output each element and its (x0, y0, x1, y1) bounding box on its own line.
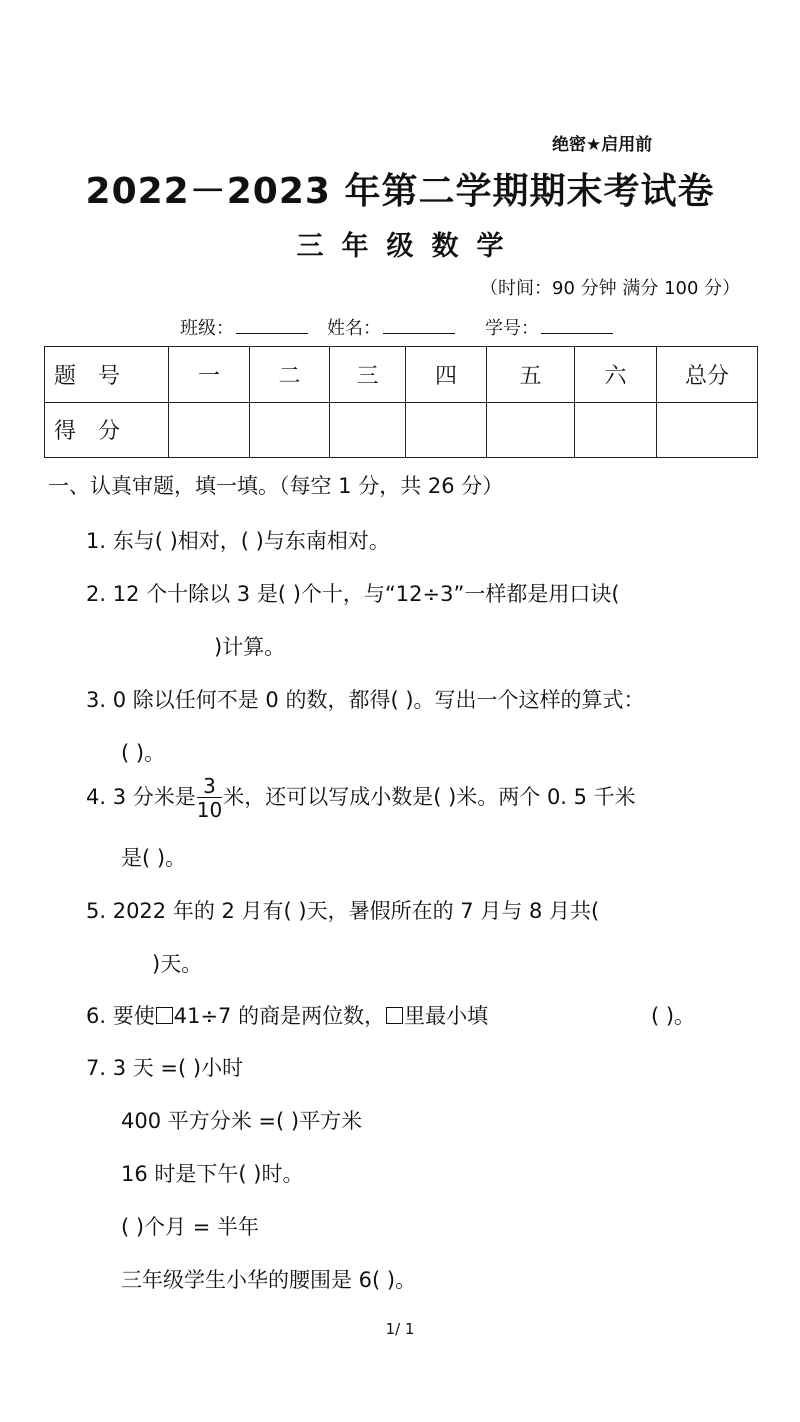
question-4-cont: 是( )。 (121, 846, 187, 870)
table-cell: 二 (250, 347, 330, 403)
score-table-score-row (45, 402, 758, 458)
question-1: 1. 东与( )相对，( )与东南相对。 (86, 529, 390, 553)
time-info: （时间：90 分钟 满分 100 分） (480, 278, 741, 299)
question-6-post: 里最小填 (404, 1004, 489, 1028)
score-cell[interactable] (406, 402, 487, 458)
question-5-cont: )天。 (152, 952, 203, 976)
table-cell: 题 号 (45, 347, 169, 403)
question-2: 2. 12 个十除以 3 是( )个十，与“12÷3”一样都是用口诀( (86, 582, 620, 606)
name-blank[interactable] (383, 317, 455, 334)
question-3: 3. 0 除以任何不是 0 的数，都得( )。写出一个这样的算式： (86, 688, 645, 712)
class-blank[interactable] (236, 317, 308, 334)
table-cell: 五 (487, 347, 575, 403)
class-field[interactable] (180, 314, 308, 340)
fraction-numerator: 3 (197, 776, 222, 798)
question-7: 7. 3 天 =( )小时 (86, 1056, 244, 1080)
question-2-cont: )计算。 (214, 635, 286, 659)
score-cell[interactable] (487, 402, 575, 458)
question-6-pre: 6. 要使 (86, 1004, 155, 1028)
exam-subtitle: 三年级数学 (296, 231, 522, 262)
question-7-c: 16 时是下午( )时。 (121, 1162, 304, 1186)
fraction (197, 776, 222, 820)
id-label: 学号： (485, 318, 539, 339)
table-cell: 一 (169, 347, 250, 403)
id-field[interactable] (485, 314, 613, 340)
question-3-cont: ( )。 (121, 741, 166, 765)
confidential-label: 绝密★启用前 (552, 135, 653, 155)
name-field[interactable] (327, 314, 455, 340)
id-blank[interactable] (541, 317, 613, 334)
table-cell: 六 (575, 347, 657, 403)
score-cell[interactable] (169, 402, 250, 458)
page-number: 1/ 1 (385, 1320, 415, 1338)
fraction-denominator: 10 (196, 798, 223, 822)
question-4 (86, 776, 636, 820)
question-6-answer: ( )。 (651, 1004, 696, 1028)
name-label: 姓名： (327, 318, 381, 339)
score-table (44, 346, 758, 458)
score-table-header-row (45, 347, 758, 403)
score-cell[interactable] (575, 402, 657, 458)
question-6-mid: 41÷7 的商是两位数， (173, 1004, 386, 1028)
score-cell[interactable] (250, 402, 330, 458)
table-cell: 三 (330, 347, 406, 403)
question-5: 5. 2022 年的 2 月有( )天，暑假所在的 7 月与 8 月共( (86, 899, 600, 923)
question-6 (86, 1000, 488, 1030)
question-7-d: ( )个月 = 半年 (121, 1215, 260, 1239)
question-7-e: 三年级学生小华的腰围是 6( )。 (121, 1268, 417, 1292)
square-box-icon (156, 1007, 173, 1024)
score-cell[interactable] (657, 402, 758, 458)
table-cell: 得 分 (45, 402, 169, 458)
question-4-post: 米，还可以写成小数是( )米。两个 0. 5 千米 (223, 785, 636, 809)
question-7-b: 400 平方分米 =( )平方米 (121, 1109, 363, 1133)
class-label: 班级： (180, 318, 234, 339)
section-title: 一、认真审题，填一填。（每空 1 分，共 26 分） (48, 474, 504, 498)
exam-title: 2022－2023 年第二学期期末考试卷 (85, 171, 715, 212)
table-cell: 四 (406, 347, 487, 403)
square-box-icon (386, 1007, 403, 1024)
table-cell: 总分 (657, 347, 758, 403)
score-cell[interactable] (330, 402, 406, 458)
question-4-pre: 4. 3 分米是 (86, 785, 196, 809)
